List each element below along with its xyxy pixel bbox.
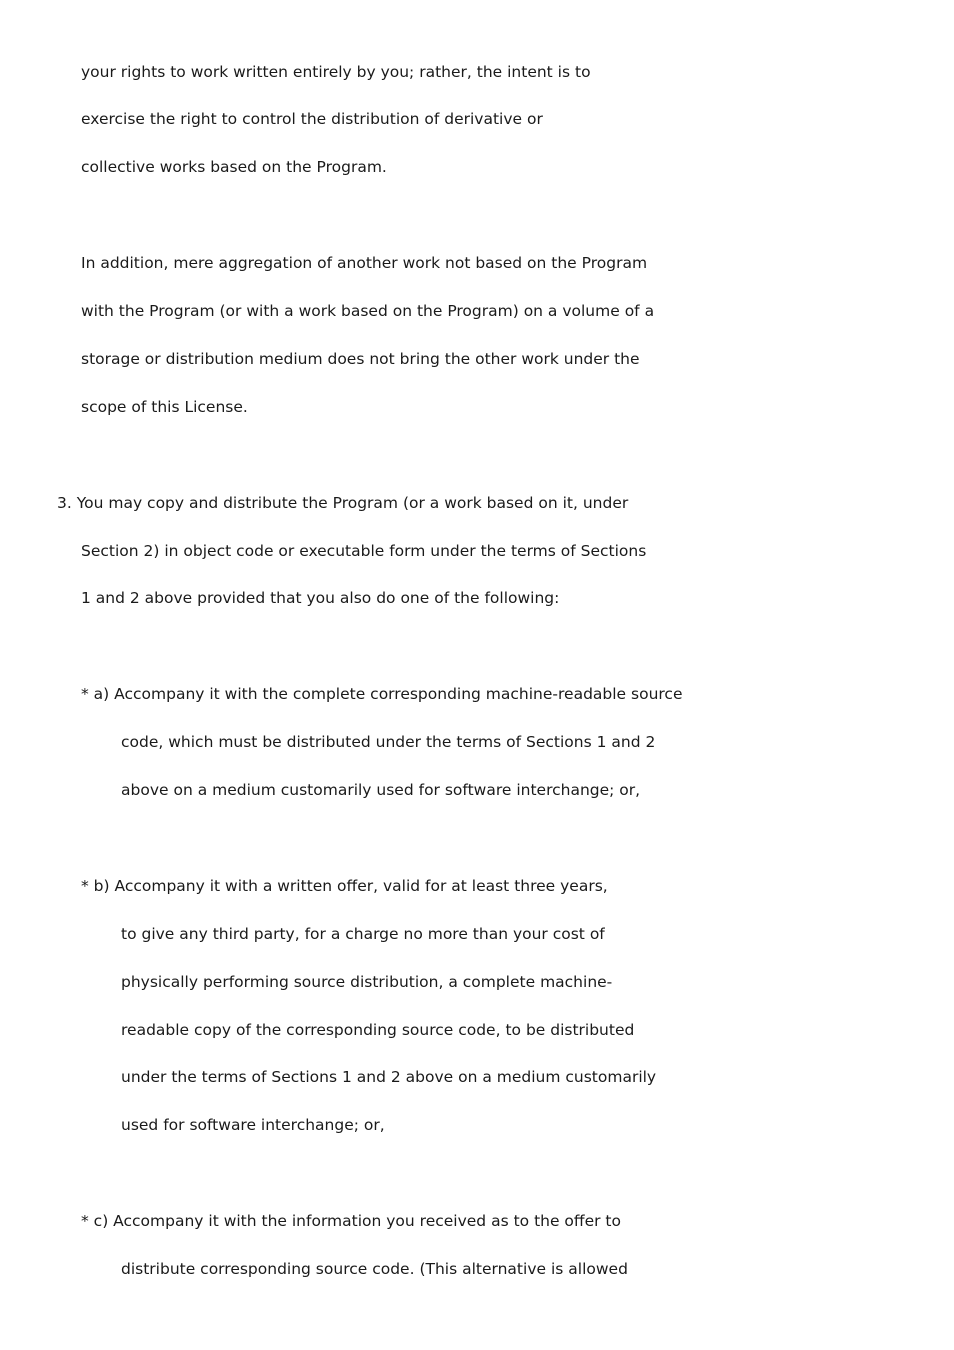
- text-line: your rights to work written entirely by you; rather, the intent is to: [81, 63, 591, 81]
- text-line: distribute corresponding source code. (This alternative is allowed: [121, 1260, 628, 1278]
- list-item-line: * c) Accompany it with the information you received as to the offer to: [81, 1212, 621, 1230]
- text-line: above on a medium customarily used for software interchange; or,: [121, 781, 641, 799]
- text-line: with the Program (or with a work based on the Program) on a volume of a: [81, 302, 655, 320]
- section-heading-line: 3. You may copy and distribute the Program (or a work based on it, under: [57, 494, 629, 512]
- text-line: storage or distribution medium does not bring the other work under the: [81, 350, 640, 368]
- text-line: exercise the right to control the distribution of derivative or: [81, 110, 543, 128]
- text-line: to give any third party, for a charge no more than your cost of: [121, 925, 605, 943]
- text-line: code, which must be distributed under the terms of Sections 1 and 2: [121, 733, 656, 751]
- text-line: readable copy of the corresponding source code, to be distributed: [121, 1021, 635, 1039]
- text-line: 1 and 2 above provided that you also do one of the following:: [81, 589, 560, 607]
- text-line: scope of this License.: [81, 398, 248, 416]
- text-line: collective works based on the Program.: [81, 158, 387, 176]
- text-line: Section 2) in object code or executable form under the terms of Sections: [81, 542, 647, 560]
- text-line: used for software interchange; or,: [121, 1116, 385, 1134]
- text-line: physically performing source distribution, a complete machine-: [121, 973, 613, 991]
- list-item-line: * a) Accompany it with the complete corresponding machine-readable source: [81, 685, 683, 703]
- list-item-line: * b) Accompany it with a written offer, valid for at least three years,: [81, 877, 608, 895]
- text-line: In addition, mere aggregation of another work not based on the Program: [81, 254, 648, 272]
- text-line: under the terms of Sections 1 and 2 above on a medium customarily: [121, 1068, 657, 1086]
